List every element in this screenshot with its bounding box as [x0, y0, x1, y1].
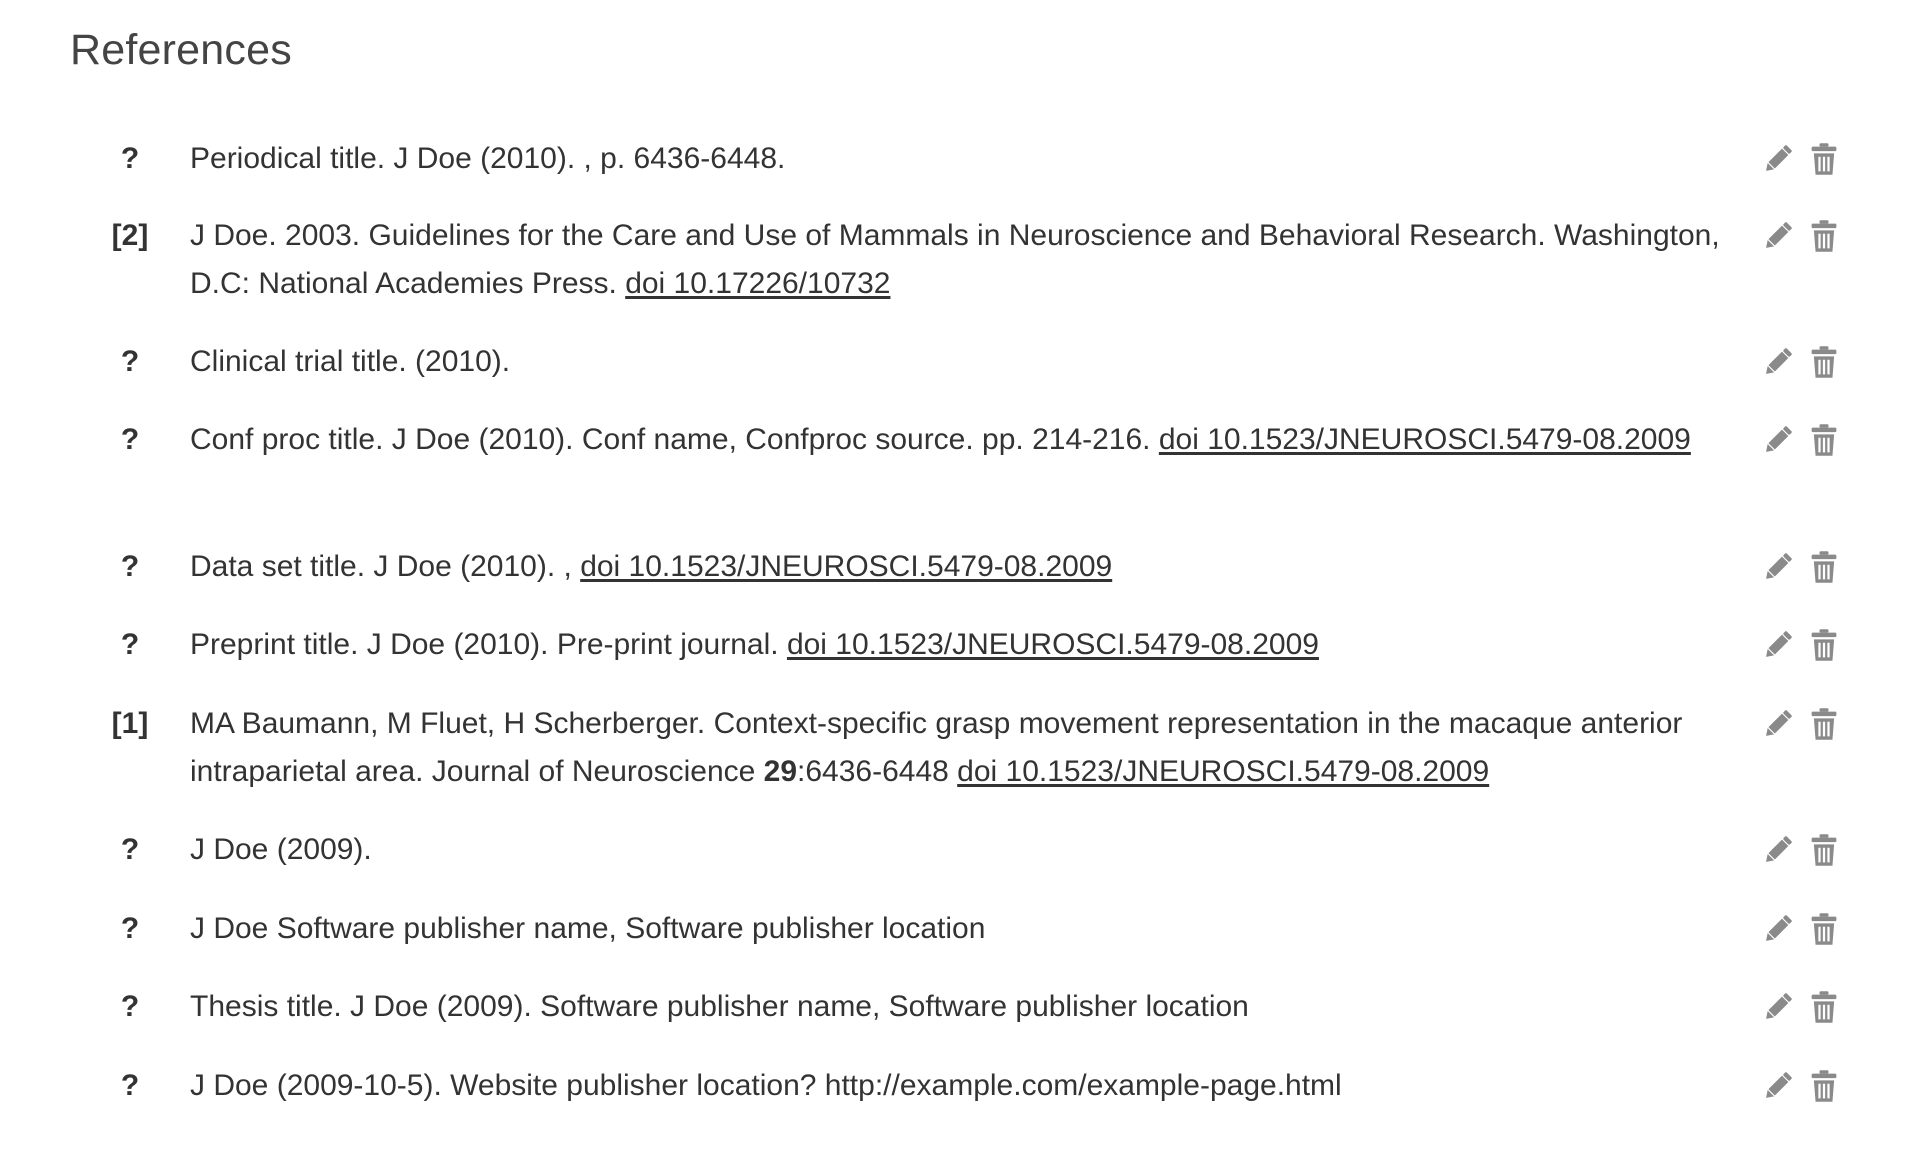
edit-reference-button[interactable] — [1760, 911, 1796, 947]
references-heading: References — [70, 26, 292, 74]
reference-actions — [1760, 549, 1870, 585]
reference-label: ? — [120, 833, 140, 867]
reference-label: ? — [120, 345, 140, 379]
reference-citation — [190, 905, 1730, 953]
pencil-icon — [1760, 549, 1796, 585]
reference-citation — [190, 212, 1730, 308]
delete-reference-button[interactable] — [1806, 344, 1842, 380]
reference-citation — [190, 700, 1730, 796]
reference-citation — [190, 416, 1730, 464]
delete-reference-button[interactable] — [1806, 832, 1842, 868]
citation-text: Periodical title. J Doe (2010). , p. 6436-6448. — [190, 141, 786, 175]
delete-reference-button[interactable] — [1806, 911, 1842, 947]
citation-text: J Doe. 2003. Guidelines for the Care and Use of Mammals in Neuroscience and Behavioral Research. Washington, D.C: National Academies Press. — [190, 219, 1720, 301]
doi-link[interactable]: doi 10.1523/JNEUROSCI.5479-08.2009 — [957, 755, 1490, 789]
pencil-icon — [1760, 141, 1796, 177]
delete-reference-button[interactable] — [1806, 218, 1842, 254]
edit-reference-button[interactable] — [1760, 141, 1796, 177]
pencil-icon — [1760, 706, 1796, 742]
pencil-icon — [1760, 218, 1796, 254]
reference-citation — [190, 1062, 1730, 1110]
edit-reference-button[interactable] — [1760, 1068, 1796, 1104]
edit-reference-button[interactable] — [1760, 627, 1796, 663]
pencil-icon — [1760, 422, 1796, 458]
delete-reference-button[interactable] — [1806, 627, 1842, 663]
edit-reference-button[interactable] — [1760, 218, 1796, 254]
doi-link[interactable]: doi 10.1523/JNEUROSCI.5479-08.2009 — [786, 628, 1319, 662]
reference-label: ? — [120, 550, 140, 584]
reference-label: ? — [120, 912, 140, 946]
reference-actions — [1760, 141, 1870, 177]
citation-text: J Doe Software publisher name, Software publisher location — [190, 912, 986, 946]
reference-citation — [190, 983, 1730, 1031]
trash-icon — [1806, 989, 1842, 1025]
reference-label: ? — [120, 990, 140, 1024]
trash-icon — [1806, 706, 1842, 742]
trash-icon — [1806, 832, 1842, 868]
trash-icon — [1806, 141, 1842, 177]
pencil-icon — [1760, 832, 1796, 868]
reference-label: [1] — [111, 707, 149, 741]
reference-actions — [1760, 218, 1870, 254]
pencil-icon — [1760, 989, 1796, 1025]
delete-reference-button[interactable] — [1806, 706, 1842, 742]
doi-link[interactable]: doi 10.17226/10732 — [625, 267, 891, 301]
delete-reference-button[interactable] — [1806, 1068, 1842, 1104]
citation-text: Conf proc title. J Doe (2010). Conf name, Confproc source. pp. 214-216. — [190, 423, 1159, 457]
reference-actions — [1760, 627, 1870, 663]
reference-label: ? — [120, 1069, 140, 1103]
reference-label: ? — [120, 423, 140, 457]
delete-reference-button[interactable] — [1806, 989, 1842, 1025]
reference-citation — [190, 826, 1730, 874]
trash-icon — [1806, 344, 1842, 380]
edit-reference-button[interactable] — [1760, 989, 1796, 1025]
pencil-icon — [1760, 911, 1796, 947]
edit-reference-button[interactable] — [1760, 549, 1796, 585]
reference-actions — [1760, 911, 1870, 947]
reference-label: ? — [120, 628, 140, 662]
doi-link[interactable]: doi 10.1523/JNEUROSCI.5479-08.2009 — [580, 550, 1113, 584]
citation-text: Preprint title. J Doe (2010). Pre-print journal. — [190, 628, 787, 662]
citation-text: MA Baumann, M Fluet, H Scherberger. Context-specific grasp movement representation in the macaque anterior intraparietal area. Journal of Neuroscience — [190, 707, 1683, 789]
trash-icon — [1806, 627, 1842, 663]
reference-citation — [190, 621, 1730, 669]
reference-actions — [1760, 832, 1870, 868]
reference-citation — [190, 135, 1730, 183]
citation-text: Data set title. J Doe (2010). , — [190, 550, 581, 584]
trash-icon — [1806, 1068, 1842, 1104]
reference-label: [2] — [111, 219, 149, 253]
pencil-icon — [1760, 627, 1796, 663]
reference-label: ? — [120, 141, 140, 175]
delete-reference-button[interactable] — [1806, 141, 1842, 177]
reference-actions — [1760, 989, 1870, 1025]
citation-text: J Doe (2009). — [190, 833, 372, 867]
delete-reference-button[interactable] — [1806, 549, 1842, 585]
citation-text: :6436-6448 — [797, 755, 958, 789]
trash-icon — [1806, 218, 1842, 254]
reference-actions — [1760, 344, 1870, 380]
doi-link[interactable]: doi 10.1523/JNEUROSCI.5479-08.2009 — [1158, 423, 1691, 457]
reference-citation — [190, 543, 1730, 591]
reference-citation — [190, 338, 1730, 386]
reference-actions — [1760, 1068, 1870, 1104]
pencil-icon — [1760, 344, 1796, 380]
reference-actions — [1760, 706, 1870, 742]
citation-text: Clinical trial title. (2010). — [190, 345, 511, 379]
trash-icon — [1806, 422, 1842, 458]
trash-icon — [1806, 549, 1842, 585]
reference-actions — [1760, 422, 1870, 458]
trash-icon — [1806, 911, 1842, 947]
delete-reference-button[interactable] — [1806, 422, 1842, 458]
edit-reference-button[interactable] — [1760, 706, 1796, 742]
citation-text: J Doe (2009-10-5). Website publisher location? http://example.com/example-page.html — [190, 1069, 1342, 1103]
edit-reference-button[interactable] — [1760, 422, 1796, 458]
edit-reference-button[interactable] — [1760, 832, 1796, 868]
citation-text: Thesis title. J Doe (2009). Software publisher name, Software publisher location — [190, 990, 1249, 1024]
pencil-icon — [1760, 1068, 1796, 1104]
edit-reference-button[interactable] — [1760, 344, 1796, 380]
volume-number: 29 — [763, 755, 798, 789]
